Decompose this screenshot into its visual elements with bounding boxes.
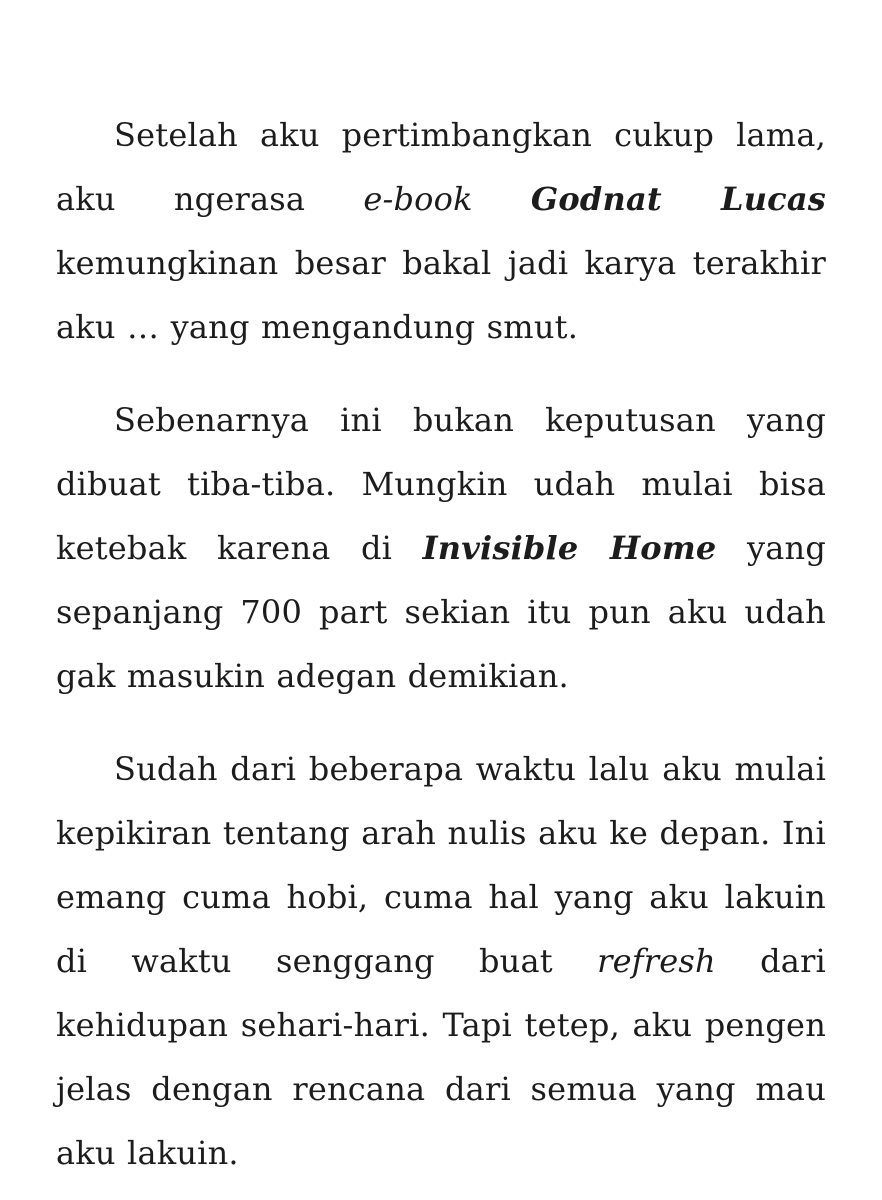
paragraph-1-text-3: kemungkinan besar bakal jadi karya terakhir aku … yang mengandung smut. [56, 244, 826, 346]
paragraph-1-text-2 [473, 180, 531, 218]
paragraph-2-title-invisible-home: Invisible Home [422, 529, 717, 567]
paragraph-2 [56, 388, 826, 708]
paragraph-3 [56, 737, 826, 1185]
paragraph-2-text-2: yang sepanjang 700 part sekian itu pun aku udah gak masukin adegan demikian. [56, 529, 826, 695]
paragraph-1 [56, 103, 826, 359]
paragraph-1-italic-ebook: e-book [363, 180, 473, 218]
paragraph-1-title-godnat-lucas: Godnat Lucas [530, 180, 827, 218]
paragraph-3-text-2: dari kehidupan sehari-hari. Tapi tetep, aku pengen jelas dengan rencana dari semua yang mau aku lakuin. [56, 942, 826, 1172]
paragraph-2-text-1: Sebenarnya ini bukan keputusan yang dibuat tiba-tiba. Mungkin udah mulai bisa ketebak karena di [56, 401, 826, 567]
paragraph-1-text-1: Setelah aku pertimbangkan cukup lama, aku ngerasa [56, 116, 826, 218]
paragraph-3-text-1: Sudah dari beberapa waktu lalu aku mulai kepikiran tentang arah nulis aku ke depan. Ini emang cuma hobi, cuma hal yang aku lakuin di waktu senggang buat [56, 750, 826, 980]
paragraph-3-italic-refresh: refresh [597, 942, 716, 980]
